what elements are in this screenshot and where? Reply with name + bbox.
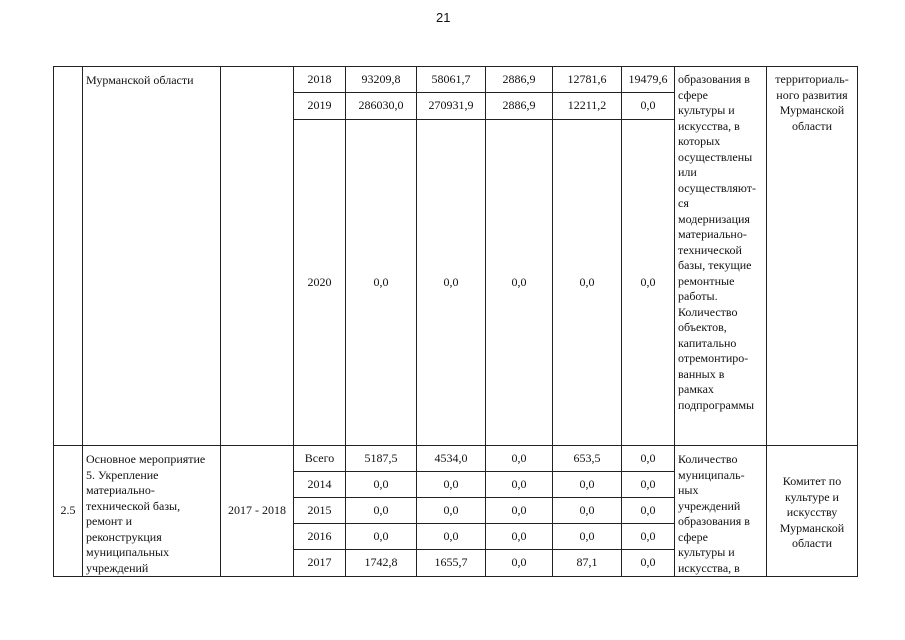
value-cell: 0,0 xyxy=(553,498,622,524)
executor-line: ного развития xyxy=(776,87,848,102)
indicator-line: которых xyxy=(678,134,721,148)
indicator-cell xyxy=(675,67,767,446)
indicator-line: объектов, xyxy=(678,320,727,334)
value-cell: 0,0 xyxy=(622,472,675,498)
indicator-line: образования в xyxy=(678,72,750,86)
executor-cell xyxy=(767,67,858,446)
year-cell: 2016 xyxy=(294,524,346,550)
value-cell: 12211,2 xyxy=(553,93,622,120)
value-cell: 0,0 xyxy=(553,472,622,498)
indicator-line: образования в xyxy=(678,514,750,528)
value-cell: 0,0 xyxy=(553,524,622,550)
value-cell: 58061,7 xyxy=(417,67,486,93)
program-table xyxy=(53,66,858,577)
indicator-line: технической xyxy=(678,242,742,257)
value-cell: 0,0 xyxy=(486,550,553,577)
indicator-line: ся xyxy=(678,196,689,210)
total-cell: 1742,8 xyxy=(346,550,417,577)
row-number-cell: 2.5 xyxy=(54,446,83,577)
measure-name-line: ремонт и xyxy=(86,514,133,528)
year-cell: 2018 xyxy=(294,67,346,93)
indicator-line: сфере xyxy=(678,529,708,544)
value-cell: 0,0 xyxy=(486,446,553,472)
year-cell: 2020 xyxy=(294,120,346,446)
value-cell: 0,0 xyxy=(622,446,675,472)
period-cell xyxy=(221,67,294,446)
year-cell: Всего xyxy=(294,446,346,472)
value-cell: 19479,6 xyxy=(622,67,675,93)
page-number: 21 xyxy=(436,10,451,25)
indicator-line: капитально xyxy=(678,335,737,350)
measure-name-line: муниципальных xyxy=(86,545,170,559)
measure-name-line: учреждений xyxy=(86,560,149,575)
total-cell: 93209,8 xyxy=(346,67,417,93)
indicator-line: подпрограммы xyxy=(678,397,755,412)
executor-line: области xyxy=(791,118,833,133)
indicator-line: искусства, в xyxy=(678,118,740,133)
indicator-line: ных xyxy=(678,483,699,497)
indicator-line: ванных в xyxy=(678,366,725,381)
indicator-line: осуществлены xyxy=(678,149,753,164)
indicator-line: искусства, в xyxy=(678,560,740,575)
value-cell: 270931,9 xyxy=(417,93,486,120)
executor-line: области xyxy=(791,536,833,550)
value-cell: 0,0 xyxy=(553,120,622,446)
value-cell: 0,0 xyxy=(622,93,675,120)
value-cell: 0,0 xyxy=(486,498,553,524)
indicator-line: культуры и xyxy=(678,545,735,559)
executor-line: культуре и xyxy=(785,489,839,504)
indicator-line: или xyxy=(678,165,697,179)
measure-name-line: технической базы, xyxy=(86,498,181,513)
executor-line: Мурманской xyxy=(779,520,845,535)
indicator-line: базы, текущие xyxy=(678,258,752,272)
indicator-line: муниципаль- xyxy=(678,467,745,482)
value-cell: 653,5 xyxy=(553,446,622,472)
year-cell: 2019 xyxy=(294,93,346,120)
year-cell: 2015 xyxy=(294,498,346,524)
indicator-line: модернизация xyxy=(678,211,750,226)
table-row xyxy=(54,446,858,472)
total-cell: 5187,5 xyxy=(346,446,417,472)
value-cell: 0,0 xyxy=(417,498,486,524)
row-number-cell xyxy=(54,67,83,446)
indicator-line: сфере xyxy=(678,87,708,102)
value-cell: 12781,6 xyxy=(553,67,622,93)
executor-line: Комитет по xyxy=(782,474,842,488)
total-cell: 0,0 xyxy=(346,120,417,446)
value-cell: 0,0 xyxy=(622,498,675,524)
indicator-line: Количество xyxy=(678,452,738,466)
indicator-line: работы. xyxy=(678,289,718,303)
value-cell: 0,0 xyxy=(622,550,675,577)
value-cell: 0,0 xyxy=(486,472,553,498)
indicator-line: рамках xyxy=(678,382,714,396)
indicator-line: ремонтные xyxy=(678,273,735,288)
measure-name-line: 5. Укрепление xyxy=(86,467,159,482)
table-row xyxy=(54,67,858,93)
value-cell: 0,0 xyxy=(622,524,675,550)
value-cell: 0,0 xyxy=(417,524,486,550)
year-cell: 2014 xyxy=(294,472,346,498)
value-cell: 87,1 xyxy=(553,550,622,577)
total-cell: 0,0 xyxy=(346,498,417,524)
indicator-line: учреждений xyxy=(678,498,741,513)
measure-name-line: реконструкция xyxy=(86,529,162,544)
measure-name-line: материально- xyxy=(86,483,155,497)
value-cell: 2886,9 xyxy=(486,67,553,93)
executor-cell xyxy=(767,446,858,577)
indicator-line: отремонтиро- xyxy=(678,351,749,365)
indicator-line: материально- xyxy=(678,227,747,241)
indicator-cell xyxy=(675,446,767,577)
value-cell: 0,0 xyxy=(417,120,486,446)
value-cell: 2886,9 xyxy=(486,93,553,120)
executor-line: искусству xyxy=(786,505,838,519)
value-cell: 1655,7 xyxy=(417,550,486,577)
measure-name-cell xyxy=(83,446,221,577)
value-cell: 0,0 xyxy=(417,472,486,498)
total-cell: 286030,0 xyxy=(346,93,417,120)
executor-line: Мурманской xyxy=(779,103,845,117)
total-cell: 0,0 xyxy=(346,524,417,550)
total-cell: 0,0 xyxy=(346,472,417,498)
measure-name-line: Основное мероприятие xyxy=(86,452,206,466)
indicator-line: осуществляют- xyxy=(678,180,756,195)
year-cell: 2017 xyxy=(294,550,346,577)
value-cell: 0,0 xyxy=(622,120,675,446)
executor-line: территориаль- xyxy=(775,72,849,86)
indicator-line: Количество xyxy=(678,304,738,319)
value-cell: 0,0 xyxy=(486,120,553,446)
indicator-line: культуры и xyxy=(678,103,735,117)
measure-name-cell: Мурманской области xyxy=(83,67,221,446)
period-cell: 2017 - 2018 xyxy=(221,446,294,577)
value-cell: 0,0 xyxy=(486,524,553,550)
value-cell: 4534,0 xyxy=(417,446,486,472)
